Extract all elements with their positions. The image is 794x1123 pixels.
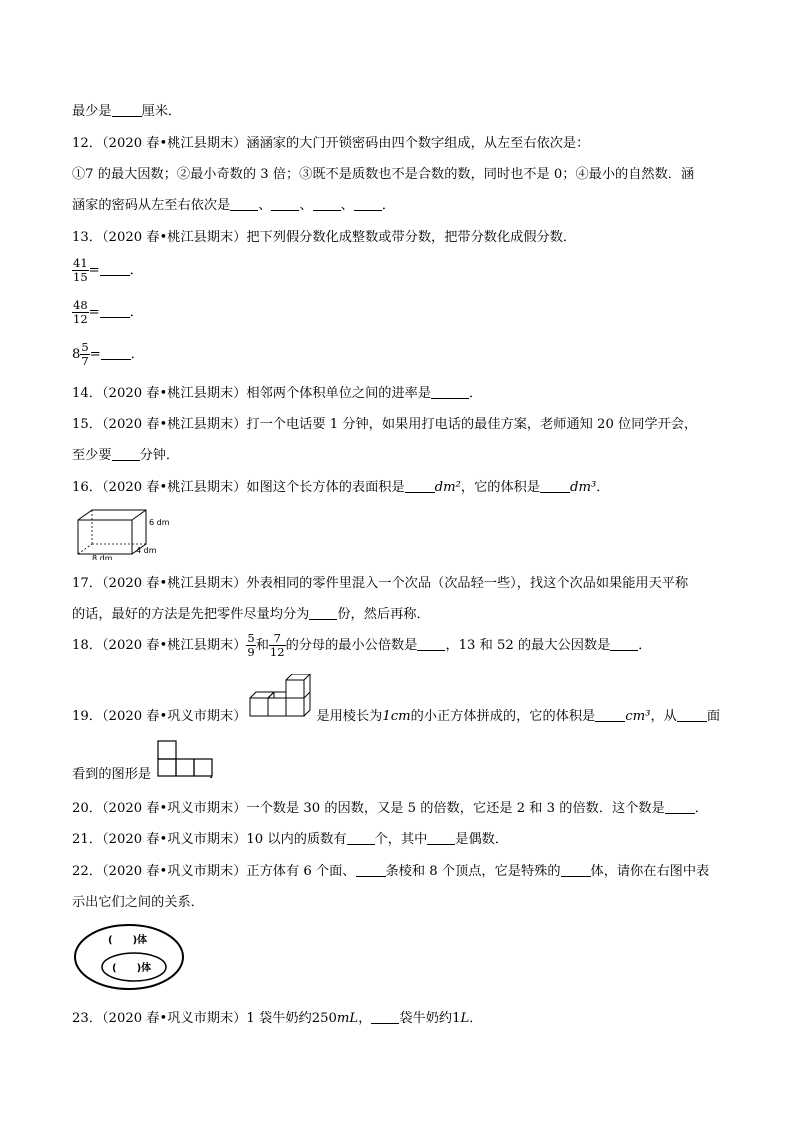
denominator: 12 [269,645,285,659]
question-15 [72,415,697,435]
question-text: 至少要 [72,448,112,463]
unit-label: cm³ [625,709,651,724]
question-text: 面 [706,709,720,724]
denominator: 9 [247,645,255,659]
question-source: （2020 春•桃江县期末） [101,638,247,653]
question-16 [72,478,609,498]
answer-blank[interactable] [112,102,142,117]
numerator: 48 [73,298,88,312]
unit-label: L [460,1011,470,1026]
answer-blank[interactable] [356,862,386,877]
answer-blank[interactable] [417,636,445,651]
q17-line2 [72,605,430,625]
question-number: 12． [72,136,102,151]
period: ． [209,767,223,782]
unit-label: mL [336,1011,359,1026]
whole-part: 8 [72,347,81,362]
side-view-figure [156,739,216,779]
question-text: 打一个电话要 1 分钟，如果用打电话的最佳方案，老师通知 20 位同学开会， [246,417,698,432]
question-source: （2020 春•巩义市期末） [101,1011,247,1026]
answer-blank[interactable] [347,830,375,845]
equals-sign: = [88,305,100,320]
numerator: 5 [247,631,255,645]
height-label: 6 dm [149,518,170,527]
answer-blank[interactable] [112,446,140,461]
q13-item-3 [72,339,144,371]
question-text: ，13 和 52 的最大公因数是 [445,638,611,653]
period: ． [129,263,143,278]
question-text: 份，然后再称． [337,607,430,622]
denominator: 12 [73,312,88,326]
question-19 [72,707,720,727]
numerator: 7 [269,632,286,646]
question-number: 22． [72,864,102,879]
answer-blank[interactable] [665,799,695,814]
q11-unit: 厘米． [141,104,182,119]
question-text: 的话，最好的方法是先把零件尽量均分为 [72,607,310,622]
question-text: 涵家的密码从左至右依次是 [72,198,231,213]
question-text: 如图这个长方体的表面积是 [246,480,405,495]
question-22 [72,862,709,882]
question-text: 体，请你在右图中表 [590,864,710,879]
inner-label: ( )体 [112,963,152,974]
denominator: 7 [81,354,89,368]
question-source: （2020 春•桃江县期末） [101,230,247,245]
question-number: 21． [72,832,102,847]
value: 250 [311,1011,337,1026]
question-source: （2020 春•桃江县期末） [101,386,247,401]
question-text: 袋牛奶约 [399,1011,453,1026]
question-text: ①7 的最大因数；②最小奇数的 3 倍；③既不是质数也不是合数的数，同时也不是 0；④最小的自然数．涵 [72,167,695,182]
question-23 [72,1009,482,1029]
separator: 、 [340,198,354,213]
question-source: （2020 春•巩义市期末） [101,832,247,847]
answer-blank[interactable] [540,478,570,493]
question-number: 20． [72,801,102,816]
question-21 [72,830,508,850]
question-14 [72,384,482,404]
answer-blank[interactable] [354,196,382,211]
period: ． [469,1011,483,1026]
question-text: 正方体有 6 个面、 [246,864,356,879]
q13-item-2 [72,297,143,329]
question-text: 10 以内的质数有 [246,832,347,847]
fraction [80,341,89,368]
question-text: ，从 [650,709,677,724]
question-17 [72,574,688,594]
venn-diagram [72,922,188,992]
question-text: 个，其中 [374,832,428,847]
answer-blank[interactable] [230,196,258,211]
question-source: （2020 春•桃江县期末） [101,136,247,151]
fraction [269,632,286,659]
outer-label: ( )体 [108,935,148,946]
conjunction: 和 [255,638,269,653]
question-text: 外表相同的零件里混入一个次品（次品轻一些），找这个次品如果能用天平称 [246,576,689,591]
question-18 [72,630,651,662]
answer-blank[interactable] [677,707,707,722]
answer-blank[interactable] [313,196,341,211]
question-source: （2020 春•巩义市期末） [101,709,247,724]
denominator: 15 [73,270,88,284]
question-number: 19． [72,709,102,724]
q12-line3 [72,196,395,216]
fraction [72,257,89,284]
question-text: 是用棱长为 [316,709,383,724]
q13-item-1 [72,255,143,287]
cube-stack-figure [246,674,312,720]
separator: 、 [299,198,313,213]
answer-blank[interactable] [595,707,625,722]
question-text: 涵涵家的大门开锁密码由四个数字组成，从左至右依次是： [246,136,590,151]
period: ． [381,198,395,213]
question-text: 一个数是 30 的因数，又是 5 的倍数，它还是 2 和 3 的倍数．这个数是 [246,801,665,816]
question-text: 相邻两个体积单位之间的进率是 [246,386,432,401]
question-number: 18． [72,638,102,653]
period: ． [694,801,708,816]
numerator: 41 [73,256,88,270]
question-source: （2020 春•桃江县期末） [101,417,247,432]
answer-blank[interactable] [271,196,299,211]
answer-blank[interactable] [427,830,455,845]
comma: ， [358,1011,372,1026]
answer-blank[interactable] [610,636,638,651]
question-number: 13． [72,230,102,245]
question-number: 16． [72,480,102,495]
question-text: 1 袋牛奶约 [246,1011,312,1026]
separator: 、 [258,198,272,213]
question-text: 是偶数． [455,832,509,847]
answer-blank[interactable] [100,303,130,318]
question-number: 15． [72,417,102,432]
period: ． [469,386,483,401]
q12-line2 [72,165,694,185]
period: ． [638,638,652,653]
equals-sign: = [88,263,100,278]
answer-blank[interactable] [405,478,435,493]
question-source: （2020 春•巩义市期末） [101,864,247,879]
question-text: ，它的体积是 [460,480,541,495]
q11-tail [72,102,181,122]
question-source: （2020 春•桃江县期末） [101,576,247,591]
question-text: 分钟． [139,448,180,463]
question-13 [72,228,576,248]
question-text: 看到的图形是 [72,767,152,782]
question-text: 的小正方体拼成的，它的体积是 [410,709,596,724]
width-label: 4 dm [136,546,157,555]
answer-blank[interactable] [100,261,130,276]
answer-blank[interactable] [431,384,469,399]
equals-sign: = [89,347,101,362]
question-text: 条棱和 8 个顶点，它是特殊的 [385,864,561,879]
unit-label: dm² [434,480,461,495]
period: ． [129,305,143,320]
cuboid-figure [72,506,182,560]
answer-blank[interactable] [561,862,591,877]
fraction [72,299,89,326]
question-text: 把下列假分数化成整数或带分数，把带分数化成假分数． [246,230,577,245]
question-text: 示出它们之间的关系． [72,895,204,910]
question-20 [72,799,708,819]
question-text: 的分母的最小公倍数是 [285,638,418,653]
question-source: （2020 春•桃江县期末） [101,480,247,495]
question-12 [72,134,589,154]
question-number: 23． [72,1011,102,1026]
q15-line2 [72,446,179,466]
question-number: 17． [72,576,102,591]
period: ． [130,347,144,362]
q11-text: 最少是 [72,104,112,119]
period: ． [596,480,610,495]
question-number: 14． [72,386,102,401]
question-source: （2020 春•巩义市期末） [101,801,247,816]
unit-label: 1cm [382,709,411,724]
numerator: 5 [81,340,89,354]
value: 1 [452,1011,461,1026]
answer-blank[interactable] [309,605,337,620]
unit-label: dm³ [570,480,597,495]
answer-blank[interactable] [101,345,131,360]
q22-line2 [72,893,204,913]
answer-blank[interactable] [371,1009,399,1024]
length-label: 8 dm [92,554,113,560]
fraction [246,632,255,659]
